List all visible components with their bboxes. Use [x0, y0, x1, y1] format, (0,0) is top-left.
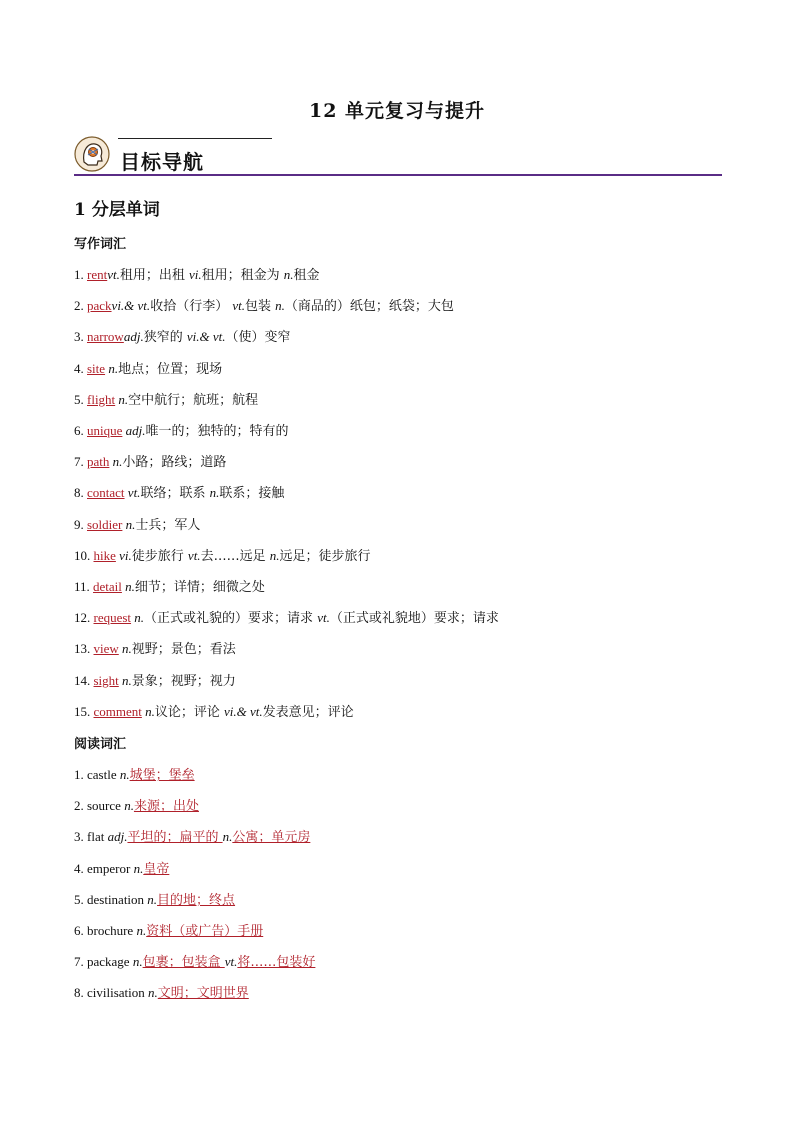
part-of-speech: vt.	[124, 485, 141, 501]
definition: 唯一的；独特的；特有的	[145, 424, 289, 439]
writing-vocab-heading: 写作词汇	[74, 237, 127, 252]
vocab-word: view	[93, 641, 119, 657]
page-title: 12 单元复习与提升	[308, 100, 486, 122]
list-item	[74, 295, 454, 314]
definition: 收拾（行李）	[150, 299, 233, 315]
item-number: 1.	[74, 767, 87, 782]
list-item	[74, 858, 169, 877]
item-number: 7.	[74, 454, 87, 470]
definition: 细节；详情；细微之处	[134, 580, 265, 595]
part-of-speech: n.	[109, 454, 123, 470]
definition: 景象；视野；视力	[131, 673, 236, 689]
item-number: 4.	[74, 360, 87, 376]
part-of-speech: vt.	[187, 547, 201, 563]
item-number: 9.	[74, 516, 87, 532]
vocab-word: site	[87, 360, 106, 376]
item-number: 8.	[74, 485, 87, 501]
list-item	[74, 889, 235, 908]
item-number: 5.	[74, 891, 87, 907]
list-item	[74, 607, 499, 626]
vocab-word: pack	[87, 298, 112, 314]
part-of-speech: adj.	[104, 829, 128, 845]
definition: （商品的）纸包；纸袋；大包	[284, 299, 454, 315]
item-number: 6.	[74, 423, 87, 438]
part-of-speech: n.	[116, 767, 130, 782]
part-of-speech: adj.	[122, 423, 146, 438]
list-item	[74, 701, 354, 720]
item-number: 3.	[74, 329, 87, 345]
item-number: 12.	[74, 610, 94, 626]
part-of-speech: n.	[144, 985, 158, 1001]
definition: 徒步旅行	[131, 548, 188, 564]
item-number: 3.	[74, 829, 87, 845]
answer-definition: 皇帝	[143, 861, 170, 877]
item-number: 15.	[74, 703, 94, 719]
vocab-word: package	[87, 954, 130, 970]
definition: 议论；评论	[154, 704, 225, 720]
part-of-speech: vt.	[224, 954, 238, 970]
answer-definition: 来源；出处	[133, 799, 199, 815]
definition: 租用；租金为	[201, 268, 284, 283]
vocab-word: brochure	[87, 923, 134, 938]
part-of-speech: n.	[118, 641, 132, 657]
item-number: 7.	[74, 954, 87, 970]
item-number: 11.	[74, 579, 94, 594]
item-number: 4.	[74, 860, 87, 876]
list-item	[74, 482, 284, 501]
definition: 视野；景色；看法	[131, 642, 236, 658]
part-of-speech: n.	[144, 891, 158, 907]
list-item	[74, 389, 258, 408]
answer-definition: 将……包装好	[237, 955, 316, 971]
vocab-word: hike	[93, 547, 116, 563]
definition: 包装	[244, 299, 276, 315]
part-of-speech: n.	[118, 672, 132, 688]
answer-definition: 目的地；终点	[157, 892, 236, 908]
list-item	[74, 514, 200, 533]
part-of-speech: n.	[130, 860, 144, 876]
answer-definition: 文明；文明世界	[157, 986, 249, 1002]
item-number: 13.	[74, 641, 94, 657]
definition: 联络；联系	[140, 486, 210, 502]
answer-definition: 公寓；单元房	[232, 830, 311, 846]
vocab-word: civilisation	[87, 985, 145, 1001]
vocab-word: unique	[87, 423, 123, 438]
part-of-speech: n.	[275, 298, 285, 314]
part-of-speech: vi.	[189, 267, 202, 282]
part-of-speech: n.	[209, 485, 220, 501]
part-of-speech: n.	[121, 579, 135, 594]
part-of-speech: n.	[120, 798, 134, 814]
list-item	[74, 982, 249, 1001]
vocab-word: comment	[93, 703, 142, 719]
definition: 小路；路线；道路	[122, 455, 227, 471]
part-of-speech: n.	[122, 516, 136, 532]
definition: 空中航行；航班；航程	[128, 392, 259, 408]
part-of-speech: vi.& vt.	[224, 703, 263, 719]
item-number: 5.	[74, 391, 87, 407]
definition: （使）变窄	[225, 330, 291, 346]
vocab-word: source	[87, 798, 121, 814]
definition: （正式或礼貌地）要求；请求	[329, 611, 499, 627]
vocab-word: rent	[87, 267, 108, 282]
item-number: 10.	[74, 547, 94, 563]
head-gear-icon	[74, 136, 110, 172]
vocab-word: emperor	[87, 860, 131, 876]
item-number: 8.	[74, 985, 87, 1001]
vocab-word: path	[87, 454, 110, 470]
definition: 租金	[293, 268, 320, 283]
part-of-speech: n.	[115, 391, 129, 407]
list-item	[74, 638, 236, 657]
definition: 狭窄的	[143, 330, 187, 346]
item-number: 1.	[74, 267, 87, 282]
answer-definition: 资料（或广告）手册	[146, 924, 264, 939]
part-of-speech: vt.	[317, 610, 330, 626]
part-of-speech: vt.	[107, 267, 120, 282]
part-of-speech: vi.& vt.	[111, 298, 151, 314]
vocab-word: sight	[93, 672, 119, 688]
answer-definition: 包裹；包装盒	[142, 955, 225, 971]
item-number: 2.	[74, 798, 87, 814]
part-of-speech: n.	[131, 610, 145, 626]
answer-definition: 城堡；堡垒	[129, 768, 195, 783]
banner-divider	[74, 174, 722, 176]
list-item	[74, 764, 195, 783]
item-number: 2.	[74, 298, 87, 314]
definition: 地点；位置；现场	[118, 361, 223, 377]
list-item	[74, 920, 263, 939]
list-item	[74, 420, 289, 439]
part-of-speech: n.	[129, 954, 143, 970]
vocab-word: flight	[87, 391, 116, 407]
part-of-speech: n.	[105, 360, 119, 376]
list-item	[74, 951, 315, 970]
list-item	[74, 326, 291, 345]
part-of-speech: vt.	[232, 298, 245, 314]
part-of-speech: n.	[133, 923, 147, 938]
part-of-speech: n.	[222, 829, 233, 845]
definition: （正式或礼貌的）要求；请求	[144, 611, 318, 627]
definition: 士兵；军人	[135, 517, 201, 533]
list-item	[74, 670, 236, 689]
part-of-speech: vi.& vt.	[186, 329, 226, 345]
definition: 联系；接触	[219, 486, 285, 502]
item-number: 6.	[74, 923, 87, 938]
reading-vocab-heading: 阅读词汇	[74, 737, 127, 752]
vocab-word: detail	[93, 579, 122, 594]
vocab-word: castle	[87, 767, 117, 782]
list-item	[74, 358, 222, 377]
definition: 租用；出租	[119, 268, 189, 283]
definition: 去……远足	[200, 548, 270, 564]
part-of-speech: n.	[269, 547, 280, 563]
banner-overline	[118, 138, 272, 139]
vocab-word: destination	[87, 891, 145, 907]
list-item	[74, 826, 310, 845]
list-item	[74, 545, 370, 564]
list-item	[74, 576, 265, 595]
definition: 发表意见；评论	[262, 704, 354, 720]
list-item	[74, 264, 320, 283]
vocab-word: flat	[87, 829, 105, 845]
vocab-word: soldier	[87, 516, 123, 532]
list-item	[74, 451, 226, 470]
vocab-word: narrow	[87, 329, 124, 345]
answer-definition: 平坦的；扁平的	[127, 830, 223, 846]
part-of-speech: n.	[283, 267, 294, 282]
section-banner	[74, 130, 722, 178]
definition: 远足；徒步旅行	[279, 548, 371, 564]
part-of-speech: adj.	[123, 329, 144, 345]
list-item	[74, 795, 199, 814]
vocab-word: contact	[87, 485, 125, 501]
banner-label: 目标导航	[120, 150, 204, 174]
part-of-speech: n.	[141, 703, 155, 719]
section-heading: 1 分层单词	[74, 200, 160, 220]
part-of-speech: vi.	[115, 547, 132, 563]
vocab-word: request	[93, 610, 132, 626]
item-number: 14.	[74, 672, 94, 688]
